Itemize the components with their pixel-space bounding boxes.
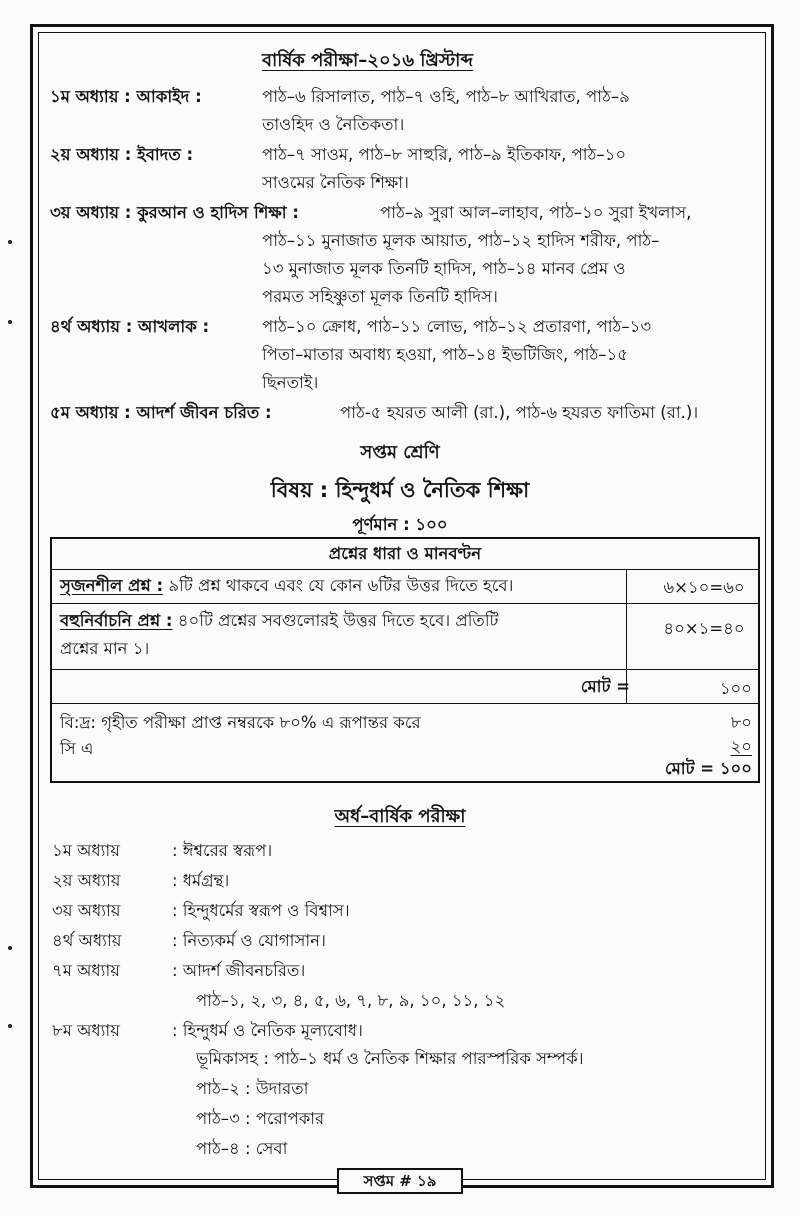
syllabus-lessons: পাঠ–১, ২, ৩, ৪, ৫, ৬, ৭, ৮, ৯, ১০, ১১, ১২ xyxy=(196,991,506,1010)
chapter-5-line-1: পাঠ-৫ হযরত আলী (রা.), পাঠ-৬ হযরত ফাতিমা (রা.)। xyxy=(340,403,699,422)
chapter-4-line-2: পিতা–মাতার অবাধ্য হওয়া, পাঠ–১৪ ইভটিজিং, পাঠ–১৫ xyxy=(262,345,628,364)
chapter-1-label: ১ম অধ্যায় : আকাইদ : xyxy=(50,87,202,106)
full-marks: পূর্ণমান : ১০০ xyxy=(352,515,448,534)
mcq-label: বহুনির্বাচনি প্রশ্ন : xyxy=(60,611,173,630)
chapter-2-label: ২য় অধ্যায় : ইবাদত : xyxy=(50,145,194,164)
marks-distribution-table xyxy=(50,537,760,783)
syllabus-chapter: ৮ম অধ্যায় xyxy=(52,1021,120,1040)
syllabus-chapter: ৩য় অধ্যায় xyxy=(52,901,121,920)
table-column-divider xyxy=(626,569,627,703)
syllabus-chapter: ১ম অধ্যায় xyxy=(52,841,120,860)
total-label: মোট = xyxy=(580,677,630,696)
creative-question-label: সৃজনশীল প্রশ্ন : xyxy=(60,576,164,595)
class-title: সপ্তম শ্রেণি xyxy=(360,442,440,463)
syllabus-topic: : ঈশ্বরের স্বরূপ। xyxy=(172,841,273,860)
syllabus-lesson: পাঠ–৪ : সেবা xyxy=(196,1139,288,1158)
table-divider xyxy=(52,569,758,570)
syllabus-topic: : আদর্শ জীবনচরিত। xyxy=(172,961,306,980)
syllabus-topic: : হিন্দুধর্মের স্বরূপ ও বিশ্বাস। xyxy=(172,901,350,920)
note-ca-marks: ২০ xyxy=(730,737,752,756)
syllabus-chapter: ৭ম অধ্যায় xyxy=(52,961,120,980)
mcq-marks: ৪০×১=৪০ xyxy=(663,619,745,638)
chapter-3-line-4: পরমত সহিষ্ণুতা মূলক তিনটি হাদিস। xyxy=(262,287,498,306)
syllabus-lesson: ভূমিকাসহ : পাঠ–১ ধর্ম ও নৈতিক শিক্ষার পারস্পরিক সম্পর্ক। xyxy=(196,1049,584,1068)
chapter-4-line-1: পাঠ–১০ ক্রোধ, পাঠ–১১ লোভ, পাঠ–১২ প্রতারণা, পাঠ–১৩ xyxy=(262,317,652,336)
syllabus-lesson: পাঠ–৩ : পরোপকার xyxy=(196,1109,325,1128)
note-text-1: বি:দ্র: গৃহীত পরীক্ষা প্রাপ্ত নম্বরকে ৮০% এ রূপান্তর করে xyxy=(60,713,421,732)
chapter-4-label: ৪র্থ অধ্যায় : আখলাক : xyxy=(50,317,210,336)
syllabus-topic: : নিত্যকর্ম ও যোগাসান। xyxy=(172,931,326,950)
syllabus-chapter: ২য় অধ্যায় xyxy=(52,871,121,890)
chapter-2-line-2: সাওমের নৈতিক শিক্ষা। xyxy=(262,173,409,192)
subject-title: বিষয় : হিন্দুধর্ম ও নৈতিক শিক্ষা xyxy=(270,478,530,502)
table-row-mcq xyxy=(60,607,499,635)
table-row-creative xyxy=(60,572,513,600)
table-header: প্রশ্নের ধারা ও মানবণ্টন xyxy=(328,544,482,563)
syllabus-topic: : হিন্দুধর্ম ও নৈতিক মূল্যবোধ। xyxy=(172,1021,363,1040)
chapter-1-line-2: তাওহিদ ও নৈতিকতা। xyxy=(262,115,405,134)
creative-question-text: ৯টি প্রশ্ন থাকবে এবং যে কোন ৬টির উত্তর দিতে হবে। xyxy=(168,576,514,595)
note-exam-marks: ৮০ xyxy=(730,713,752,732)
total-value: ১০০ xyxy=(719,679,752,698)
chapter-2-line-1: পাঠ–৭ সাওম, পাঠ–৮ সাহুরি, পাঠ–৯ ইতিকাফ, পাঠ–১০ xyxy=(262,145,627,164)
chapter-3-line-3: ১৩ মুনাজাত মূলক তিনটি হাদিস, পাঠ–১৪ মানব প্রেম ও xyxy=(262,259,626,278)
note-text-2: সি এ xyxy=(60,739,94,758)
syllabus-chapter: ৪র্থ অধ্যায় xyxy=(52,931,122,950)
creative-question-marks: ৬×১০=৬০ xyxy=(663,578,745,597)
chapter-5-label: ৫ম অধ্যায় : আদর্শ জীবন চরিত : xyxy=(50,403,272,422)
chapter-3-line-2: পাঠ–১১ মুনাজাত মূলক আয়াত, পাঠ–১২ হাদিস শরীফ, পাঠ– xyxy=(262,231,660,250)
half-yearly-title: অর্ধ–বার্ষিক পরীক্ষা xyxy=(334,806,466,827)
page-number-badge: সপ্তম # ১৯ xyxy=(337,1168,463,1194)
scan-speck xyxy=(8,240,12,244)
chapter-1-line-1: পাঠ–৬ রিসালাত, পাঠ–৭ ওহি, পাঠ–৮ আখিরাত, পাঠ–৯ xyxy=(262,87,630,106)
chapter-3-line-1: পাঠ–৯ সুরা আল–লাহাব, পাঠ–১০ সুরা ইখলাস, xyxy=(380,203,692,222)
table-divider xyxy=(52,669,758,670)
scan-speck xyxy=(8,1024,12,1028)
table-divider xyxy=(52,603,758,604)
syllabus-lesson: পাঠ–২ : উদারতা xyxy=(196,1079,309,1098)
mcq-text-1: ৪০টি প্রশ্নের সবগুলোরই উত্তর দিতে হবে। প্রতিটি xyxy=(177,611,499,630)
chapter-3-label: ৩য় অধ্যায় : কুরআন ও হাদিস শিক্ষা : xyxy=(50,203,299,222)
scan-speck xyxy=(8,320,12,324)
syllabus-topic: : ধর্মগ্রন্থ। xyxy=(172,871,230,890)
scan-speck xyxy=(8,946,12,950)
note-total: মোট = ১০০ xyxy=(664,759,752,778)
annual-exam-title: বার্ষিক পরীক্ষা–২০১৬ খ্রিস্টাব্দ xyxy=(262,50,474,71)
chapter-4-line-3: ছিনতাই। xyxy=(262,373,319,392)
mcq-text-2: প্রশ্নের মান ১। xyxy=(60,639,150,658)
table-divider xyxy=(52,703,758,704)
